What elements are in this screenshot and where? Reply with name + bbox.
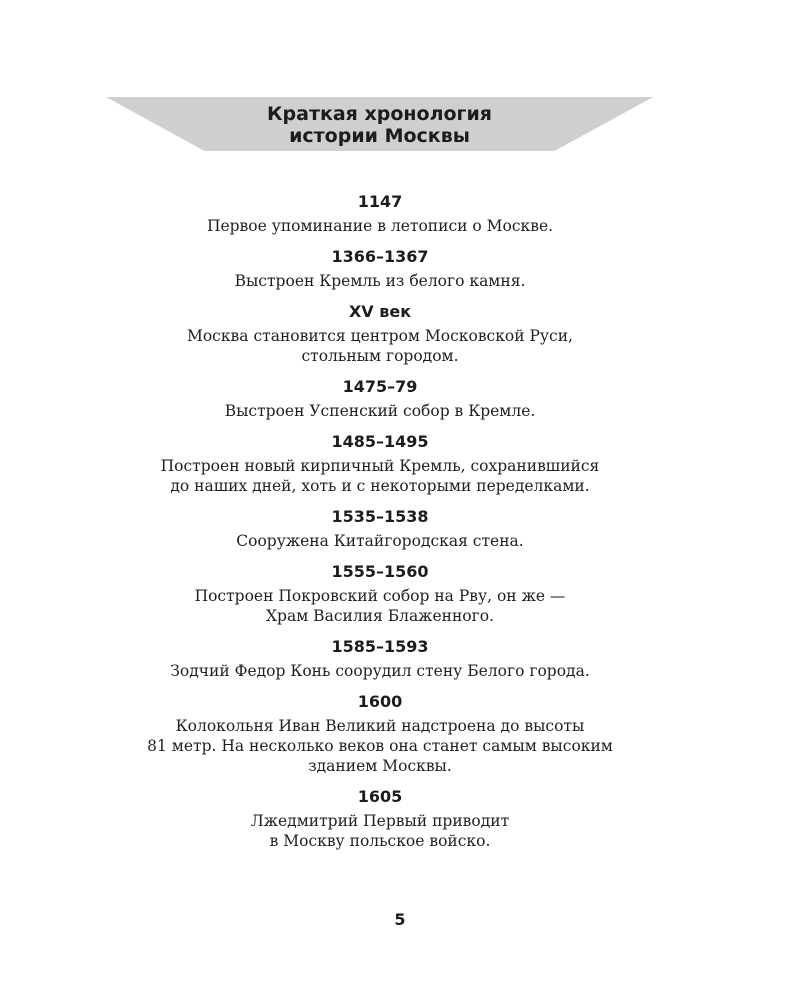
- entry-year: 1147: [357, 192, 403, 211]
- chronology-entry-1585-1593: [80, 637, 680, 681]
- chronology-entry-1366-1367: [80, 247, 680, 291]
- entry-year: 1535–1538: [331, 507, 429, 526]
- page-title-line-2: истории Москвы: [289, 125, 470, 147]
- entry-text: Выстроен Кремль из белого камня.: [234, 272, 526, 290]
- chronology-entry-1475-79: [80, 377, 680, 421]
- entry-year: 1585–1593: [331, 637, 429, 656]
- chronology-entry-1485-1495: [80, 432, 680, 496]
- entry-text: Построен Покровский собор на Рву, он же — Храм Василия Блаженного.: [194, 587, 566, 625]
- chronology-entry-xv-century: [80, 302, 680, 366]
- page-title: [106, 103, 653, 147]
- chronology-entry-1147: [80, 192, 680, 236]
- chronology-entry-1605: [80, 787, 680, 851]
- chronology-entry-1535-1538: [80, 507, 680, 551]
- entry-text: Выстроен Успенский собор в Кремле.: [224, 402, 536, 420]
- entry-text: Построен новый кирпичный Кремль, сохранившийся до наших дней, хоть и с некоторыми переделками.: [160, 457, 600, 495]
- entry-year: XV век: [348, 302, 412, 321]
- entry-text: Колокольня Иван Великий надстроена до высоты 81 метр. На несколько веков она станет самым высоким зданием Москвы.: [147, 717, 613, 775]
- chronology-list: [80, 192, 680, 862]
- entry-text: Первое упоминание в летописи о Москве.: [206, 217, 554, 235]
- entry-text: Москва становится центром Московской Руси, стольным городом.: [186, 327, 573, 365]
- entry-text: Зодчий Федор Конь соорудил стену Белого города.: [170, 662, 590, 680]
- entry-year: 1600: [357, 692, 403, 711]
- entry-year: 1366–1367: [331, 247, 429, 266]
- page-number: 5: [394, 910, 406, 929]
- entry-year: 1605: [357, 787, 403, 806]
- page-title-line-1: Краткая хронология: [267, 103, 492, 125]
- entry-text: Сооружена Китайгородская стена.: [236, 532, 524, 550]
- chronology-entry-1555-1560: [80, 562, 680, 626]
- entry-year: 1555–1560: [331, 562, 429, 581]
- entry-text: Лжедмитрий Первый приводит в Москву польское войско.: [250, 812, 510, 850]
- entry-year: 1485–1495: [331, 432, 429, 451]
- chronology-entry-1600: [80, 692, 680, 776]
- entry-year: 1475–79: [342, 377, 418, 396]
